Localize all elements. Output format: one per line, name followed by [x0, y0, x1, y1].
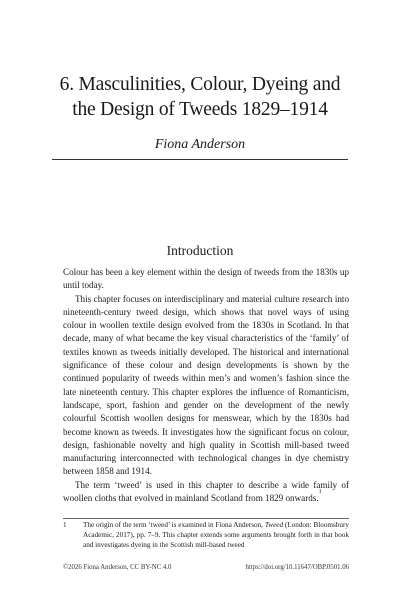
footnote-text-before: The origin of the term ‘tweed’ is examined in Fiona Anderson, [83, 521, 265, 529]
footnote-text-after: (London: Bloomsbury Academic, 2017), pp. 7–9. This chapter extends some arguments brought forth in that book and investigates dyeing in the Scottish mill-based tweed [83, 521, 349, 549]
page-footer [63, 563, 349, 573]
license-text: ©2026 Fiona Anderson, CC BY-NC 4.0 [63, 564, 172, 571]
section-heading: Introduction [166, 243, 234, 258]
footnote [63, 520, 349, 550]
footnote-text [83, 520, 349, 550]
doi-link[interactable]: https://doi.org/10.11647/OBP.0501.06 [245, 564, 349, 571]
footnote-book-title: Tweed [264, 521, 284, 529]
footnote-divider [63, 518, 349, 519]
title-divider [52, 159, 348, 160]
chapter-author: Fiona Anderson [154, 137, 246, 152]
paragraph [63, 479, 349, 506]
paragraph: Colour has been a key element within the design of tweeds from the 1830s up until today. [63, 267, 349, 291]
chapter-title [40, 72, 360, 122]
footnote-number: 1 [63, 521, 67, 529]
body-text [63, 266, 349, 505]
footnote-reference[interactable]: 1 [318, 489, 322, 496]
chapter-title-line-1: 6. Masculinities, Colour, Dyeing and [59, 74, 341, 95]
chapter-title-line-2: the Design of Tweeds 1829–1914 [72, 99, 328, 120]
paragraph-text: The term ‘tweed’ is used in this chapter to describe a wide family of woollen cloths that evolved in mainland Scotland from 1829 onwards. [63, 479, 349, 504]
paragraph: This chapter focuses on interdisciplinary and material culture research into nineteenth-century tweed design, which shows that novel ways of using colour in woollen textile design evolved from the 1830s in Scotland. In that decade, many of what became the key visual characteristics of the ‘family’ of textiles known as tweeds initially developed. The historical and international significance of these colour and design developments is shown by the continued popularity of tweeds within men’s and women’s fashion since the late nineteenth century. This chapter explores the influence of Romanticism, landscape, sport, fashion and gender on the development of the newly colourful Scottish woollen designs for menswear, which by the 1830s had become known as tweeds. It investigates how the significant focus on colour, design, fashionable novelty and high quality in Scottish mill-based tweed manufacturing interconnected with technological changes in dye chemistry between 1858 and 1914. [63, 293, 349, 477]
